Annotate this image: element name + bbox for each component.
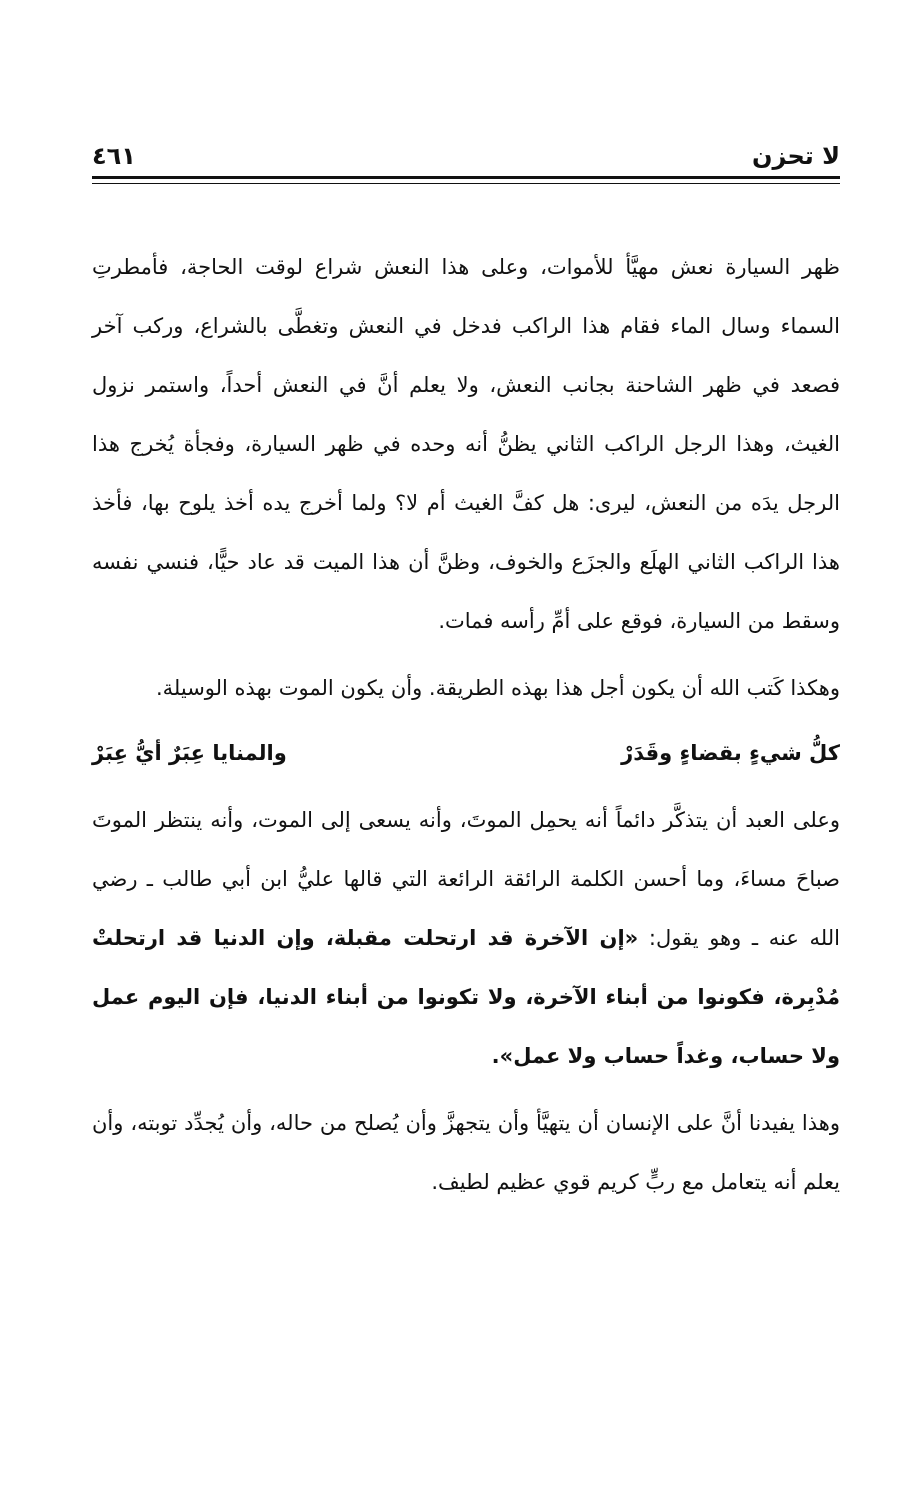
page-number: ٤٦١ [92,142,136,170]
header-rule-thin [92,183,840,184]
verse-first-hemistich: كلُّ شيءٍ بقضاءٍ وقَدَرْ [621,741,840,765]
verse-second-hemistich: والمنايا عِبَرٌ أيُّ عِبَرْ [92,741,287,765]
paragraph-conclusion: وهذا يفيدنا أنَّ على الإنسان أن يتهيَّأ وأن يتجهزَّ وأن يُصلح من حاله، وأن يُجدِّد توبته، وأن يعلم أنه يتعامل مع ربٍّ كريم قوي عظيم لطيف. [92,1111,840,1194]
paragraph-story: ظهر السيارة نعش مهيَّأ للأموات، وعلى هذا النعش شراع لوقت الحاجة، فأمطرتِ السماء وسال الماء فقام هذا الراكب فدخل في النعش وتغطَّى بالشراع، وركب آخر فصعد في ظهر الشاحنة بجانب النعش، ولا يعلم أنَّ في النعش أحداً، واستمر نزول الغيث، وهذا الرجل الراكب الثاني يظنُّ أنه وحده في ظهر السيارة، وفجأة يُخرج هذا الرجل يدَه من النعش، ليرى: هل كفَّ الغيث أم لا؟ ولما أخرج يده أخذ يلوح بها، فأخذ هذا الراكب الثاني الهلَع والجزَع والخوف، وظنَّ أن هذا الميت قد عاد حيًّا، فنسي نفسه وسقط من السيارة، فوقع على أمِّ رأسه فمات. [92,255,840,633]
paragraph-remembrance-intro: وعلى العبد أن يتذكَّر دائماً أنه يحمِل الموتَ، وأنه يسعى إلى الموت، وأنه ينتظر الموتَ صباحَ مساءَ، وما أحسن الكلمة الرائقة الرائعة التي قالها عليُّ ابن أبي طالب ـ رضي الله عنه ـ وهو يقول: [92,808,840,950]
ali-quote: «إن الآخرة قد ارتحلت مقبلة، وإن الدنيا قد ارتحلتْ مُدْبِرة، فكونوا من أبناء الآخرة، ولا تكونوا من أبناء الدنيا، فإن اليوم عمل ولا حساب، وغداً حساب ولا عمل». [92,926,840,1068]
poetry-verse [92,724,840,783]
paragraph-remembrance [92,791,840,1086]
paragraph-decree: وهكذا كَتب الله أن يكون أجل هذا بهذه الطريقة. وأن يكون الموت بهذه الوسيلة. [155,676,840,700]
body-text [92,238,840,1212]
header-rule-thick [92,176,840,179]
running-title: لا تحزن [752,142,840,170]
page-header [92,138,840,178]
